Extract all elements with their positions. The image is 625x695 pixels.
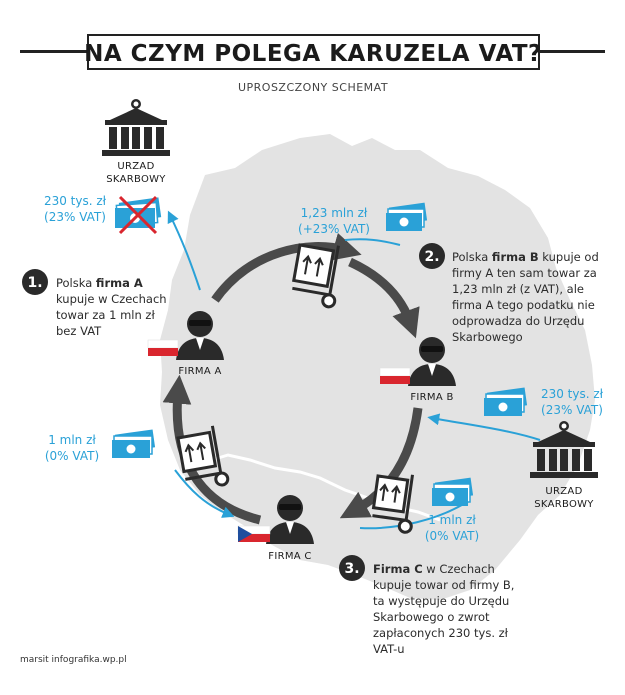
amount-bottom-2: (0% VAT) (424, 529, 480, 543)
money-crossed-icon (115, 197, 161, 233)
step-3-line-6: VAT-u (373, 642, 405, 656)
step-3-line-3: ta występuje do Urzędu (373, 594, 510, 608)
amount-right-2: (23% VAT) (541, 403, 603, 417)
step-2-line-3: 1,23 mln zł (z VAT), ale (452, 282, 584, 296)
amount-top-left-1: 230 tys. zł (43, 194, 107, 208)
amount-top-left-2: (23% VAT) (44, 210, 106, 224)
step-1-number: 1. (27, 275, 43, 291)
step-2-line-2: firmy A ten sam towar za (452, 266, 597, 280)
step-2-line-5: odprowadza do Urzędu (452, 314, 585, 328)
money-icon-left (112, 429, 155, 458)
step-2-number: 2. (424, 249, 440, 265)
step-3-line-1: Firma C w Czechach (373, 562, 495, 576)
tax-office-right-label-2: SKARBOWY (534, 499, 594, 510)
firm-b-label: FIRMA B (410, 392, 454, 403)
title-banner (20, 35, 605, 69)
amount-right-1: 230 tys. zł (540, 387, 604, 401)
amount-top-center-1: 1,23 mln zł (300, 206, 368, 220)
step-3-line-5: zapłaconych 230 tys. zł (373, 626, 508, 640)
footer-credit: marsit infografika.wp.pl (20, 655, 127, 665)
poland-map (160, 134, 595, 600)
step-1-line-4: bez VAT (56, 324, 102, 338)
step-3-number: 3. (344, 561, 360, 577)
tax-office-top-label-1: URZAD (117, 161, 155, 172)
tax-office-building-top (102, 99, 170, 156)
amount-left-1: 1 mln zł (48, 433, 96, 447)
step-1-line-3: towar za 1 mln zł (56, 308, 155, 322)
subtitle: UPROSZCZONY SCHEMAT (237, 81, 389, 94)
polish-flag-b (380, 368, 410, 384)
amount-left-2: (0% VAT) (44, 449, 100, 463)
tax-office-right-label-1: URZAD (545, 486, 583, 497)
step-1-line-2: kupuje w Czechach (56, 292, 167, 306)
firm-c-label: FIRMA C (268, 551, 312, 562)
amount-top-center-2: (+23% VAT) (298, 222, 370, 236)
page-title: NA CZYM POLEGA KARUZELA VAT? (84, 41, 542, 67)
step-3-line-4: Skarbowego o zwrot (373, 610, 490, 624)
step-1-line-1: Polska firma A (56, 276, 143, 290)
step-2-line-1: Polska firma B kupuje od (452, 250, 599, 264)
tax-office-top-label-2: SKARBOWY (106, 174, 166, 185)
amount-bottom-1: 1 mln zł (428, 513, 476, 527)
step-3-line-2: kupuje towar od firmy B, (373, 578, 515, 592)
step-2-line-6: Skarbowego (452, 330, 523, 344)
step-2-line-4: firma A tego podatku nie (452, 298, 595, 312)
czech-flag-c (238, 526, 270, 542)
firm-a-label: FIRMA A (178, 366, 222, 377)
polish-flag-a (148, 340, 178, 356)
